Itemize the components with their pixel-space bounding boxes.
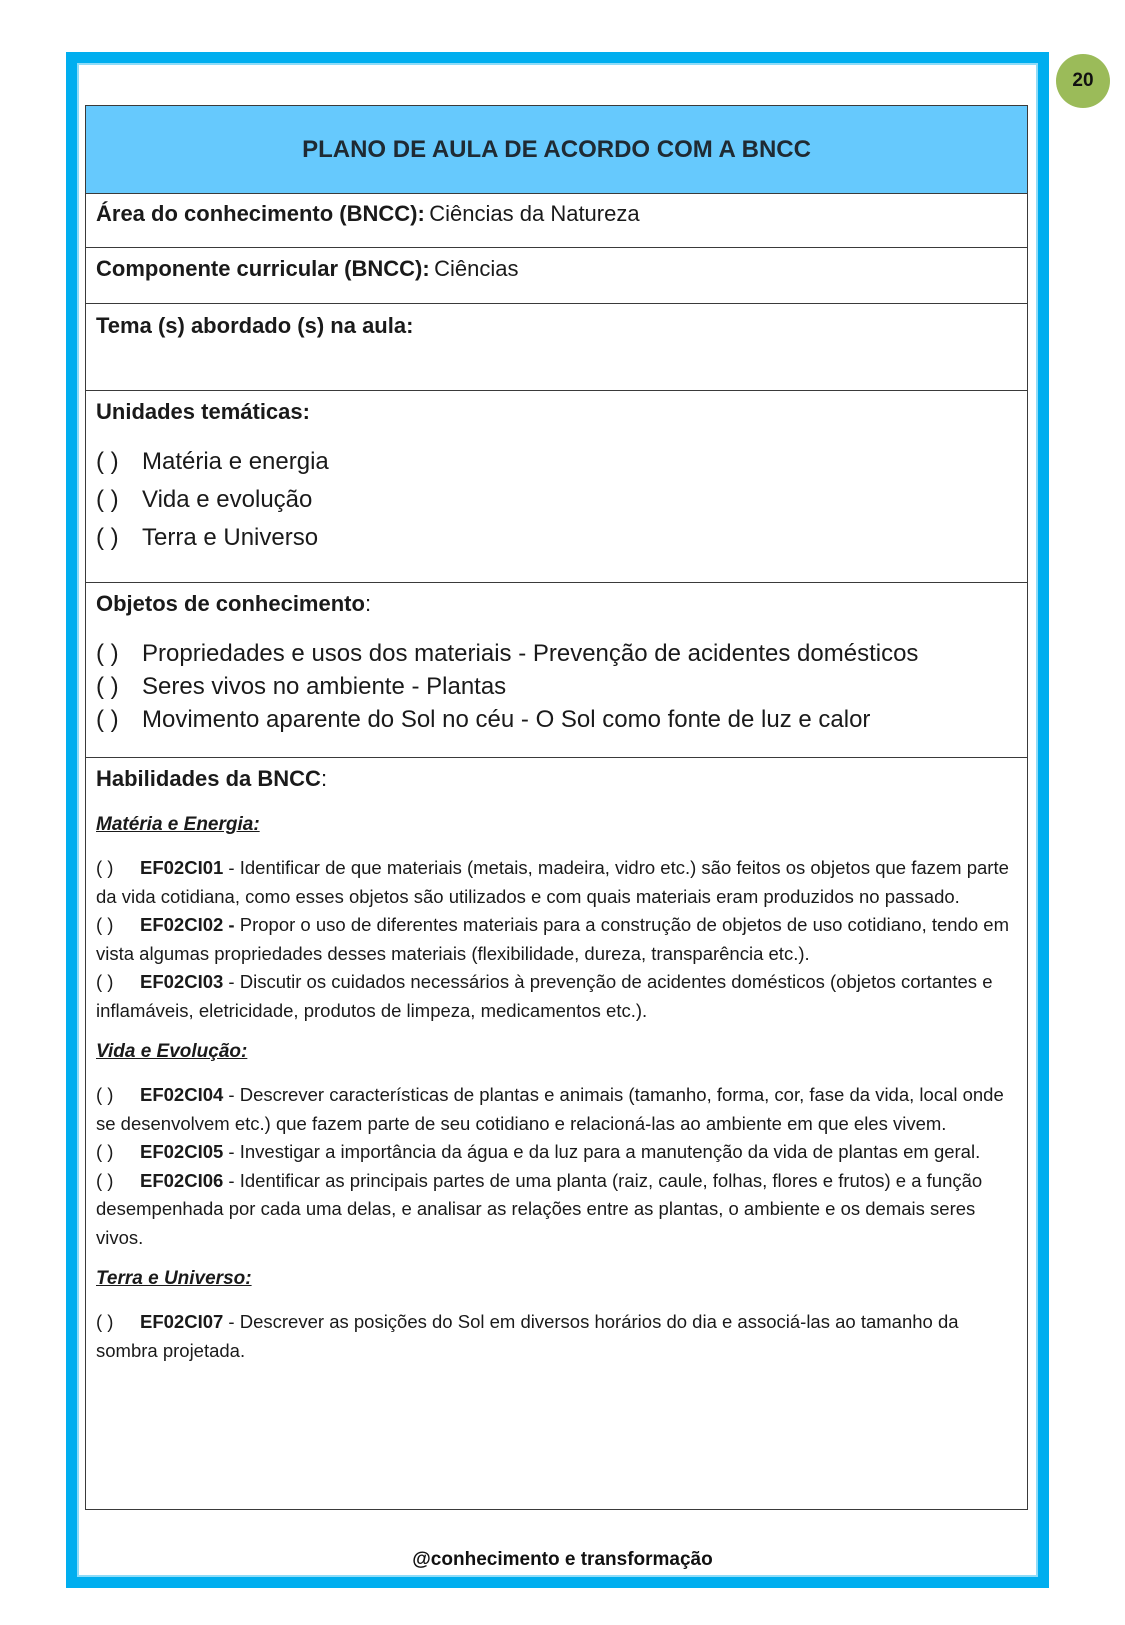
checkbox-blank[interactable]: ( )	[96, 486, 119, 513]
section-title-vida-evolucao: Vida e Evolução:	[96, 1041, 248, 1062]
checkbox-blank[interactable]: ( )	[96, 640, 119, 667]
section-title-materia-energia: Matéria e Energia:	[96, 814, 260, 835]
field-row-area	[86, 194, 1027, 248]
field-row-componente	[86, 248, 1027, 304]
componente-label: Componente curricular (BNCC):	[96, 256, 430, 281]
list-item: ( ) Movimento aparente do Sol no céu - O Sol como fonte de luz e calor	[96, 703, 1017, 736]
skill-code: EF02CI05	[140, 1141, 224, 1162]
checkbox-blank[interactable]: ( )	[96, 1141, 114, 1162]
skill-code: EF02CI06	[140, 1169, 224, 1191]
habilidades-row	[86, 758, 1027, 1509]
checkbox-blank[interactable]: ( )	[96, 971, 114, 992]
list-item: ( ) Matéria e energia	[96, 443, 1017, 481]
skill-code: EF02CI07	[140, 1311, 224, 1332]
checkbox-blank[interactable]: ( )	[96, 673, 119, 700]
list-item: ( ) Seres vivos no ambiente - Plantas	[96, 670, 1017, 703]
objetos-list	[96, 637, 1017, 736]
list-item: ( ) Propriedades e usos dos materiais - Prevenção de acidentes domésticos	[96, 637, 1017, 670]
unidades-tematicas-row	[86, 391, 1027, 583]
skill-item: ( ) EF02CI05 - Investigar a importância da água e da luz para a manutenção da vida de plantas em geral.	[96, 1138, 1017, 1167]
skill-item: ( ) EF02CI04 - Descrever características de plantas e animais (tamanho, forma, cor, fase da vida, local onde se desenvolvem etc.) que fazem parte de seu cotidiano e relacioná-las ao ambiente em que eles vivem.	[96, 1081, 1017, 1138]
unidades-label: Unidades temáticas:	[96, 399, 310, 424]
checkbox-blank[interactable]: ( )	[96, 448, 119, 475]
area-label: Área do conhecimento (BNCC):	[96, 201, 425, 226]
page-title: PLANO DE AULA DE ACORDO COM A BNCC	[302, 135, 811, 163]
skill-item: ( ) EF02CI07 - Descrever as posições do Sol em diversos horários do dia e associá-las ao tamanho da sombra projetada.	[96, 1308, 1017, 1365]
checkbox-blank[interactable]: ( )	[96, 524, 119, 551]
objetos-heading: Objetos de conhecimento:	[96, 591, 372, 616]
table-header	[86, 106, 1027, 194]
tema-label: Tema (s) abordado (s) na aula:	[96, 313, 414, 338]
lesson-plan-table	[85, 105, 1028, 1510]
checkbox-blank[interactable]: ( )	[96, 857, 114, 878]
checkbox-blank[interactable]: ( )	[96, 1084, 114, 1105]
field-row-tema	[86, 304, 1027, 391]
habilidades-label: Habilidades da BNCC	[96, 766, 321, 791]
checkbox-blank[interactable]: ( )	[96, 1169, 114, 1191]
skill-item: ( ) EF02CI06 - Identificar as principais partes de uma planta (raiz, caule, folhas, flores e frutos) e a função desempenhada por cada uma delas, e analisar as relações entre as plantas, o ambiente e os demais seres vivos.	[96, 1167, 1017, 1253]
checkbox-blank[interactable]: ( )	[96, 1311, 114, 1332]
section-title-terra-universo: Terra e Universo:	[96, 1268, 252, 1289]
skill-item: ( ) EF02CI03 - Discutir os cuidados necessários à prevenção de acidentes domésticos (objetos cortantes e inflamáveis, eletricidade, produtos de limpeza, medicamentos etc.).	[96, 968, 1017, 1025]
skill-code: EF02CI01	[140, 857, 224, 878]
objetos-conhecimento-row	[86, 583, 1027, 758]
checkbox-blank[interactable]: ( )	[96, 706, 119, 733]
footer-credit: @conhecimento e transformação	[412, 1549, 713, 1570]
page-number: 20	[1072, 70, 1094, 91]
skill-code: EF02CI03	[140, 971, 224, 992]
skill-item: ( ) EF02CI01 - Identificar de que materiais (metais, madeira, vidro etc.) são feitos os objetos que fazem parte da vida cotidiana, como esses objetos são utilizados e com quais materiais eram produzidos no passado.	[96, 854, 1017, 911]
list-item: ( ) Vida e evolução	[96, 481, 1017, 519]
componente-value[interactable]: Ciências	[434, 256, 519, 281]
list-item: ( ) Terra e Universo	[96, 519, 1017, 557]
skill-code: EF02CI02 -	[140, 914, 235, 935]
habilidades-heading: Habilidades da BNCC:	[96, 766, 328, 791]
area-value[interactable]: Ciências da Natureza	[429, 201, 640, 226]
page-number-badge	[1056, 54, 1110, 108]
checkbox-blank[interactable]: ( )	[96, 914, 114, 935]
skill-code: EF02CI04	[140, 1084, 224, 1105]
objetos-label: Objetos de conhecimento	[96, 591, 365, 616]
skill-item: ( ) EF02CI02 - Propor o uso de diferentes materiais para a construção de objetos de uso cotidiano, tendo em vista algumas propriedades desses materiais (flexibilidade, dureza, transparência etc.).	[96, 911, 1017, 968]
unidades-list	[96, 443, 1017, 557]
